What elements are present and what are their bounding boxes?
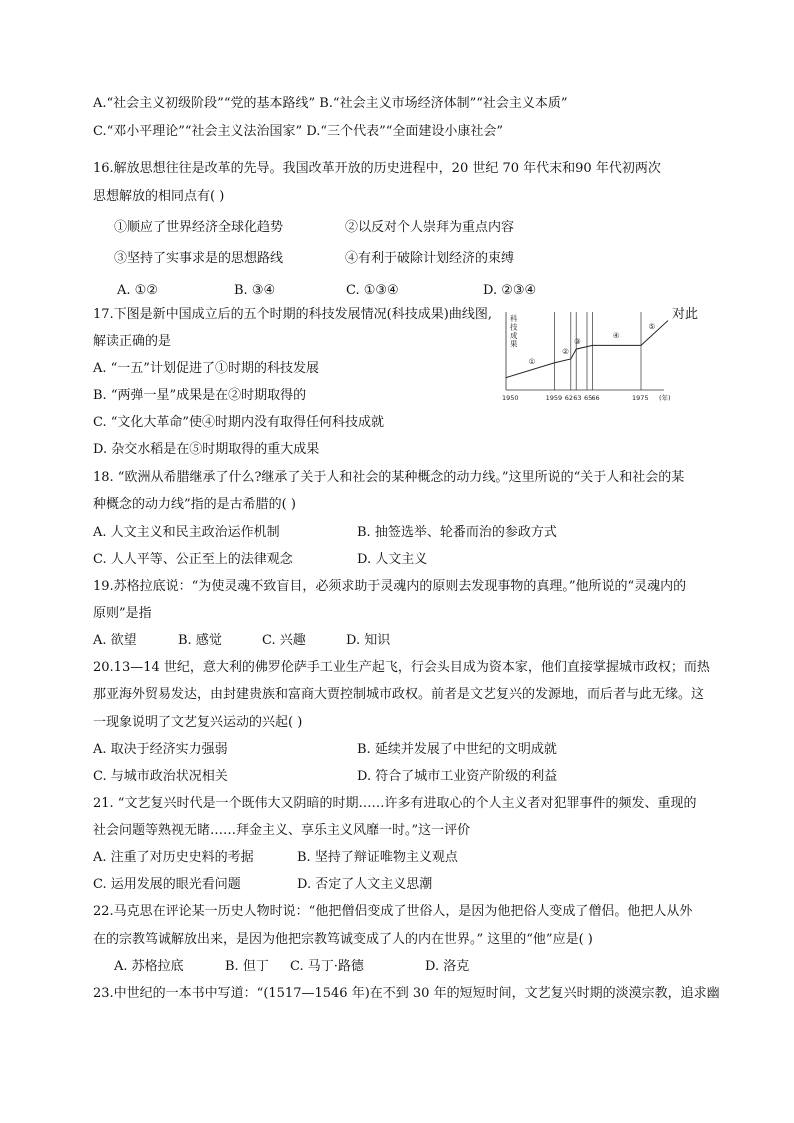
x-tick-label: 66 [591, 394, 600, 402]
q16-option-c: C. ①③④ [346, 283, 399, 298]
period-label: ③ [574, 337, 581, 347]
q19-option-d: D. 知识 [346, 633, 391, 648]
q16-option-b: B. ③④ [234, 283, 276, 298]
q19-option-a: A. 欲望 [93, 633, 137, 648]
q17-option-b: B. “两弹一星”成果是在②时期取得的 [93, 388, 307, 403]
period-label: ⑤ [648, 322, 656, 332]
q18-option-c: C. 人人平等、公正至上的法律观念 [93, 552, 293, 567]
q17-stem-tail: 对此 [672, 307, 699, 322]
x-tick-label: 1950 [502, 394, 519, 402]
y-axis-label-char: 成 [510, 331, 518, 340]
q22-option-a: A. 苏格拉底 [114, 959, 184, 974]
q17-stem-line2: 解读正确的是 [93, 334, 172, 349]
y-axis-label-char: 果 [510, 339, 518, 349]
q20-option-d: D. 符合了城市工业资产阶级的利益 [357, 769, 558, 784]
q15-options-ab: A.“社会主义初级阶段”“党的基本路线” B.“社会主义市场经济体制”“社会主义本质” [93, 96, 568, 111]
q16-stem-line2: 思想解放的相同点有( ) [93, 189, 225, 204]
x-tick-label: 1959 [545, 394, 563, 402]
q17-option-a: A. “一五”计划促进了①时期的科技发展 [93, 361, 319, 376]
x-tick-label: 62 [564, 394, 574, 402]
q16-stem-line1: 16.解放思想往往是改革的先导。我国改革开放的历史进程中，20 世纪 70 年代末和90 年代初两次 [93, 161, 661, 176]
q16-item-3: ③坚持了实事求是的思想路线 [114, 251, 284, 266]
q17-option-d: D. 杂交水稻是在⑤时期取得的重大成果 [93, 442, 320, 457]
q20-option-a: A. 取决于经济实力强弱 [93, 742, 228, 757]
q19-option-c: C. 兴趣 [262, 633, 306, 648]
y-axis-label-char: 科 [510, 314, 518, 323]
q18-stem-line2: 种概念的动力线”指的是古希腊的( ) [93, 497, 296, 512]
q16-option-a: A. ①② [117, 283, 158, 298]
chart-frame [506, 312, 664, 390]
y-axis-label-char: 技 [510, 322, 518, 332]
q20-option-b: B. 延续并发展了中世纪的文明成就 [357, 742, 557, 757]
q17-option-c: C. “文化大革命”使④时期内没有取得任何科技成就 [93, 415, 385, 430]
x-tick-label: 65 [584, 394, 593, 402]
q18-option-d: D. 人文主义 [357, 552, 428, 567]
q18-option-b: B. 抽签选举、轮番而治的参政方式 [357, 525, 557, 540]
q22-stem-line2: 在的宗教笃诚解放出来，是因为他把宗教笃诚变成了人的内在世界。” 这里的“他”应是( ) [93, 932, 593, 947]
q15-options-cd: C.“邓小平理论”“社会主义法治国家” D.“三个代表”“全面建设小康社会” [93, 124, 504, 139]
q16-item-2: ②以反对个人崇拜为重点内容 [345, 220, 515, 235]
q20-stem-line1: 20.13—14 世纪，意大利的佛罗伦萨手工业生产起飞，行会头目成为资本家，他们直接掌握城市政权；而热 [93, 660, 710, 675]
q21-option-b: B. 坚持了辩证唯物主义观点 [297, 850, 458, 865]
q21-option-d: D. 否定了人文主义思潮 [297, 877, 433, 892]
q18-option-a: A. 人文主义和民主政治运作机制 [93, 525, 280, 540]
science-achievement-line-chart [500, 308, 700, 404]
q21-stem-line1: 21. “文艺复兴时代是一个既伟大又阴暗的时期……许多有进取心的个人主义者对犯罪事件的频发、重现的 [93, 796, 697, 811]
q19-stem-line2: 原则”是指 [93, 606, 152, 621]
q20-stem-line3: 一现象说明了文艺复兴运动的兴起( ) [93, 715, 303, 730]
q20-option-c: C. 与城市政治状况相关 [93, 769, 228, 784]
q22-option-b: B. 但丁 [225, 959, 269, 974]
q19-option-b: B. 感觉 [178, 633, 222, 648]
q16-item-4: ④有利于破除计划经济的束缚 [345, 251, 515, 266]
q16-item-1: ①顺应了世界经济全球化趋势 [114, 220, 284, 235]
q17-stem-line1: 17.下图是新中国成立后的五个时期的科技发展情况(科技成果)曲线图, [93, 307, 492, 322]
period-label: ② [562, 347, 569, 357]
q21-stem-line2: 社会问题等熟视无睹……拜金主义、享乐主义风靡一时。”这一评价 [93, 823, 471, 838]
x-axis-unit-label: (年) [659, 394, 671, 402]
q20-stem-line2: 那亚海外贸易发达，由封建贵族和富商大贾控制城市政权。前者是文艺复兴的发源地，而后者与此无缘。这 [93, 687, 705, 702]
q22-stem-line1: 22.马克思在评论某一历史人物时说：“他把僧侣变成了世俗人，是因为他把俗人变成了僧侣。他把人从外 [93, 904, 693, 919]
q16-option-d: D. ②③④ [483, 283, 537, 298]
q21-option-a: A. 注重了对历史史料的考据 [93, 850, 254, 865]
x-tick-label: 63 [573, 394, 582, 402]
x-tick-label: 1975 [632, 394, 649, 402]
q22-option-c: C. 马丁·路德 [290, 959, 364, 974]
q23-stem-line1: 23.中世纪的一本书中写道：“(1517—1546 年)在不到 30 年的短短时间，文艺复兴时期的淡漠宗教，追求幽 [93, 986, 720, 1001]
period-label: ① [528, 356, 536, 366]
period-label: ④ [612, 330, 620, 340]
q22-option-d: D. 洛克 [425, 959, 470, 974]
q21-option-c: C. 运用发展的眼光看问题 [93, 877, 241, 892]
q19-stem-line1: 19.苏格拉底说：“为使灵魂不致盲目，必须求助于灵魂内的原则去发现事物的真理。”他所说的“灵魂内的 [93, 579, 687, 594]
q18-stem-line1: 18. “欧洲从希腊继承了什么?继承了关于人和社会的某种概念的动力线。”这里所说的“关于人和社会的某 [93, 470, 685, 485]
